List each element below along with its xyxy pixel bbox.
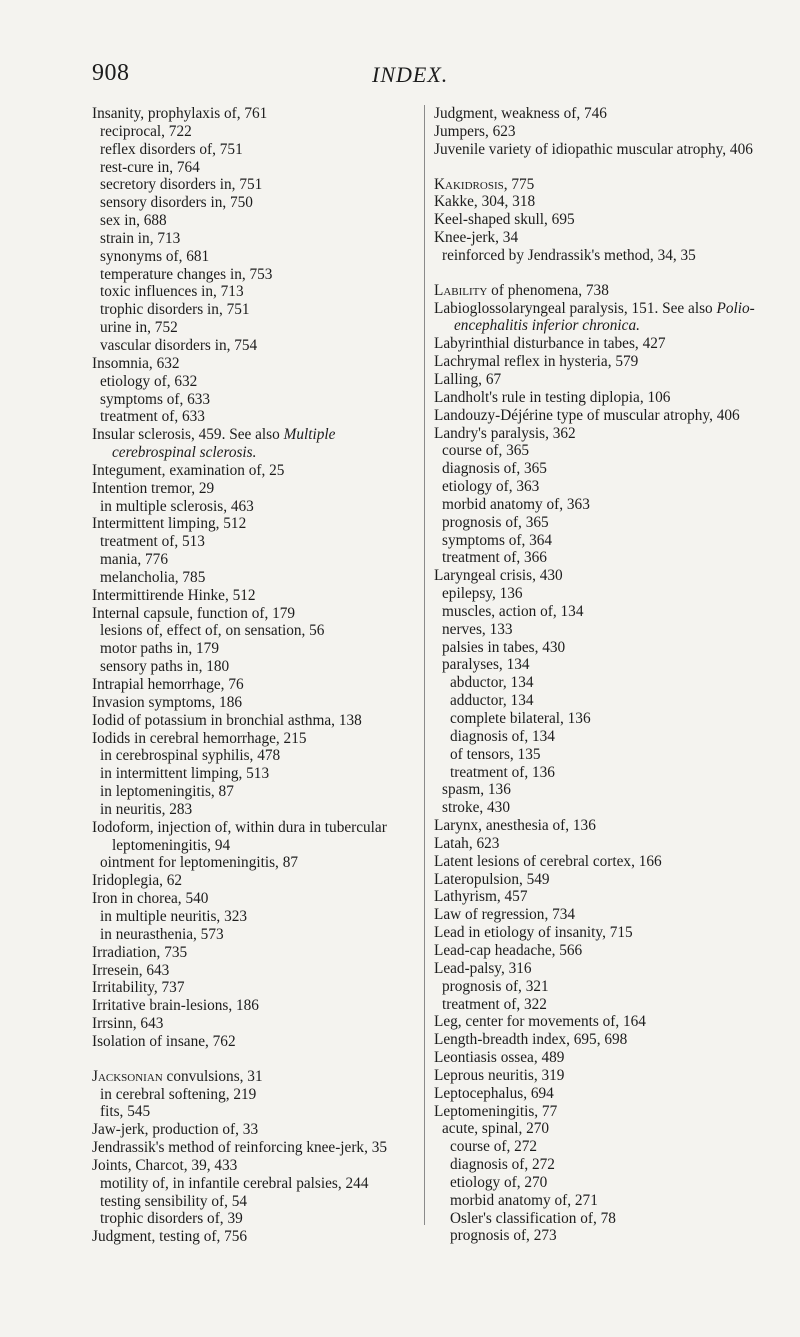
index-entry (92, 337, 414, 355)
index-entry-text: motor paths in, 179 (100, 640, 219, 658)
index-entry-text: trophic disorders of, 39 (100, 1210, 243, 1228)
index-entry-text: Judgment, weakness of, 746 (434, 105, 607, 122)
index-entry (434, 978, 756, 996)
index-entry-text: in cerebral softening, 219 (100, 1085, 257, 1103)
index-entry (92, 1228, 414, 1246)
index-entry (434, 960, 756, 978)
index-entry (434, 1156, 756, 1174)
index-entry (434, 746, 756, 764)
index-entry (434, 1174, 756, 1192)
index-entry (434, 1013, 756, 1031)
index-entry (434, 105, 756, 123)
index-entry-text: Iodoform, injection of, within dura in tubercular leptomeningitis, 94 (92, 818, 387, 854)
index-entry (434, 141, 756, 159)
index-entry (92, 676, 414, 694)
index-entry-text: vascular disorders in, 754 (100, 336, 258, 354)
index-entry-text: sensory disorders in, 750 (100, 194, 253, 212)
index-entry (92, 123, 414, 141)
index-entry-text: etiology of, 632 (100, 372, 198, 390)
running-head: INDEX. (372, 62, 449, 87)
index-entry-text: synonyms of, 681 (100, 247, 210, 265)
index-entry (434, 353, 756, 371)
index-entry-text: symptoms of, 364 (442, 531, 553, 549)
index-entry-text: treatment of, 322 (442, 995, 547, 1013)
index-entry (92, 658, 414, 676)
index-entry-text: diagnosis of, 134 (450, 727, 555, 745)
index-entry-text: convulsions, 31 (162, 1067, 263, 1085)
index-entry-text: Jaw-jerk, production of, 33 (92, 1121, 259, 1139)
index-entry (92, 890, 414, 908)
index-entry-text: Length-breadth index, 695, 698 (434, 1031, 628, 1049)
index-entry-text: Intrapial hemorrhage, 76 (92, 676, 244, 693)
index-entry-text: Larynx, anesthesia of, 136 (434, 817, 596, 835)
index-entry-text: treatment of, 633 (100, 408, 205, 426)
index-entry (92, 1068, 414, 1086)
index-entry-text: in leptomeningitis, 87 (100, 783, 234, 801)
index-entry (434, 1049, 756, 1067)
index-entry-text: melancholia, 785 (100, 568, 206, 586)
index-entry-text: sex in, 688 (100, 212, 167, 230)
index-entry-heading: Lability (434, 281, 488, 299)
index-entry-text: Keel-shaped skull, 695 (434, 211, 575, 229)
index-entry (434, 835, 756, 853)
index-entry (92, 944, 414, 962)
index-entry-text: treatment of, 513 (100, 533, 205, 551)
index-entry-text: Knee-jerk, 34 (434, 229, 519, 247)
index-entry (92, 747, 414, 765)
index-entry-text: Leptomeningitis, 77 (434, 1102, 558, 1120)
index-entry (92, 569, 414, 587)
index-entry (92, 872, 414, 890)
index-entry-heading: Kakidrosis (434, 175, 504, 193)
index-entry-text: Kakke, 304, 318 (434, 193, 536, 211)
index-entry-text: diagnosis of, 365 (442, 460, 547, 478)
index-entry (434, 460, 756, 478)
index-entry-text: Isolation of insane, 762 (92, 1032, 236, 1050)
index-entry-text: Internal capsule, function of, 179 (92, 604, 296, 622)
index-entry-text: reflex disorders of, 751 (100, 140, 243, 158)
index-entry (434, 229, 756, 247)
index-entry (434, 888, 756, 906)
index-entry-text: course of, 365 (442, 442, 530, 460)
index-entry (92, 373, 414, 391)
index-entry-text: Lead-palsy, 316 (434, 959, 532, 977)
index-entry (434, 1067, 756, 1085)
index-entry-text: lesions of, effect of, on sensation, 56 (100, 622, 325, 640)
index-entry (92, 426, 414, 462)
index-entry-text: in neuritis, 283 (100, 800, 193, 818)
index-entry-text: reinforced by Jendrassik's method, 34, 35 (442, 246, 696, 264)
index-entry (434, 1031, 756, 1049)
index-entry-text: etiology of, 270 (450, 1173, 548, 1191)
index-entry (92, 622, 414, 640)
index-entry-text: in multiple neuritis, 323 (100, 907, 248, 925)
index-entry-text: in intermittent limping, 513 (100, 765, 270, 783)
index-entry (434, 282, 756, 300)
index-entry-text: Leprous neuritis, 319 (434, 1066, 565, 1084)
index-entry (434, 817, 756, 835)
index-entry-text: of phenomena, 738 (487, 281, 609, 299)
index-entry-text: of tensors, 135 (450, 745, 541, 763)
index-entry-text: Irradiation, 735 (92, 943, 188, 961)
index-entry (434, 764, 756, 782)
page-header (92, 60, 740, 90)
index-entry (92, 391, 414, 409)
index-entry (434, 871, 756, 889)
index-entry-text: Iron in chorea, 540 (92, 890, 209, 908)
index-entry-text: adductor, 134 (450, 692, 534, 710)
index-entry (434, 996, 756, 1014)
index-entry (434, 799, 756, 817)
index-entry-text: Irrsinn, 643 (92, 1015, 164, 1033)
index-entry-text: abductor, 134 (450, 674, 534, 692)
index-entry (92, 730, 414, 748)
index-entry (92, 355, 414, 373)
index-entry (92, 141, 414, 159)
index-entry (434, 123, 756, 141)
index-entry-text: Laryngeal crisis, 430 (434, 567, 563, 585)
index-entry (92, 480, 414, 498)
index-entry (434, 906, 756, 924)
index-entry (434, 478, 756, 496)
index-entry (92, 1103, 414, 1121)
index-entry-text: stroke, 430 (442, 799, 510, 817)
index-entry (434, 193, 756, 211)
index-entry (434, 924, 756, 942)
index-entry-heading: Jacksonian (92, 1067, 163, 1085)
index-entry-text: testing sensibility of, 54 (100, 1192, 248, 1210)
index-entry-text: motility of, in infantile cerebral palsies, 244 (100, 1174, 369, 1192)
index-entry (92, 605, 414, 623)
index-entry (92, 801, 414, 819)
index-entry (434, 942, 756, 960)
index-entry-text: Labyrinthial disturbance in tabes, 427 (434, 335, 666, 353)
index-entry (434, 442, 756, 460)
index-entry (434, 425, 756, 443)
index-entry (92, 712, 414, 730)
index-entry (92, 997, 414, 1015)
index-entry-text: Lateropulsion, 549 (434, 870, 550, 888)
index-entry-text: Leontiasis ossea, 489 (434, 1049, 565, 1067)
index-entry-text: urine in, 752 (100, 319, 178, 337)
index-entry (434, 1103, 756, 1121)
index-entry-text: Leptocephalus, 694 (434, 1084, 554, 1102)
index-entry (434, 300, 756, 336)
index-entry-text: Landouzy-Déjérine type of muscular atrophy, 406 (434, 406, 740, 424)
column-divider (424, 105, 425, 1225)
index-entry-text: , 775 (503, 175, 535, 193)
index-entry (92, 765, 414, 783)
index-entry (92, 159, 414, 177)
index-entry (92, 1210, 414, 1228)
index-entry-text: Insomnia, 632 (92, 354, 180, 372)
index-entry (92, 1121, 414, 1139)
index-entry-text: Jumpers, 623 (434, 122, 516, 140)
index-entry-text: Judgment, testing of, 756 (92, 1228, 248, 1246)
index-entry (92, 1175, 414, 1193)
index-entry-text: course of, 272 (450, 1138, 538, 1156)
index-entry-text: prognosis of, 365 (442, 513, 549, 531)
index-entry (434, 514, 756, 532)
index-entry-text: trophic disorders in, 751 (100, 301, 250, 319)
index-entry-text: morbid anatomy of, 363 (442, 495, 590, 513)
index-entry-text: etiology of, 363 (442, 478, 540, 496)
page-number: 908 (92, 60, 130, 86)
index-entry-text: Iodids in cerebral hemorrhage, 215 (92, 729, 307, 747)
index-entry (92, 1086, 414, 1104)
index-entry-text: morbid anatomy of, 271 (450, 1191, 598, 1209)
index-entry-text: in cerebrospinal syphilis, 478 (100, 747, 281, 765)
index-entry (92, 462, 414, 480)
index-entry-text: diagnosis of, 272 (450, 1156, 555, 1174)
index-entry (434, 639, 756, 657)
index-entry (92, 1015, 414, 1033)
index-entry-text: Lalling, 67 (434, 370, 502, 388)
index-entry-text: complete bilateral, 136 (450, 710, 591, 727)
index-entry-text: rest-cure in, 764 (100, 158, 200, 176)
index-entry-text: toxic influences in, 713 (100, 283, 244, 301)
index-entry-text: reciprocal, 722 (100, 122, 192, 140)
index-entry (92, 551, 414, 569)
index-entry-text: Labioglossolaryngeal paralysis, 151. See also (434, 299, 713, 317)
index-entry-text: Lathyrism, 457 (434, 888, 528, 906)
index-entry-text: sensory paths in, 180 (100, 658, 230, 676)
index-entry (92, 854, 414, 872)
index-entry-text: Insanity, prophylaxis of, 761 (92, 105, 268, 122)
index-entry (434, 674, 756, 692)
index-entry-text: ointment for leptomeningitis, 87 (100, 854, 298, 872)
index-entry (92, 962, 414, 980)
index-entry-text: Jendrassik's method of reinforcing knee-jerk, 35 (92, 1139, 388, 1157)
index-entry-text: Landholt's rule in testing diplopia, 106 (434, 388, 671, 406)
index-entry (434, 621, 756, 639)
index-entry-text: fits, 545 (100, 1103, 151, 1121)
index-entry-text: Irritative brain-lesions, 186 (92, 997, 259, 1015)
index-entry (92, 301, 414, 319)
index-entry (92, 515, 414, 533)
index-entry-text: Lead-cap headache, 566 (434, 941, 583, 959)
index-entry (434, 853, 756, 871)
index-entry (92, 640, 414, 658)
index-entry-text: Osler's classification of, 78 (450, 1209, 616, 1227)
index-entry (92, 1193, 414, 1211)
index-entry (434, 389, 756, 407)
index-entry-text: epilepsy, 136 (442, 585, 523, 603)
index-column-right (434, 105, 756, 1245)
index-entry (92, 176, 414, 194)
index-entry-text: Law of regression, 734 (434, 906, 576, 924)
index-entry (92, 408, 414, 426)
index-entry-text: in multiple sclerosis, 463 (100, 497, 254, 515)
index-entry (434, 781, 756, 799)
index-entry-text: Intention tremor, 29 (92, 479, 215, 497)
index-entry (92, 498, 414, 516)
index-entry-text: nerves, 133 (442, 620, 513, 638)
index-entry-text: Landry's paralysis, 362 (434, 424, 576, 442)
index-entry (434, 728, 756, 746)
index-entry (92, 230, 414, 248)
index-entry-text: treatment of, 366 (442, 549, 547, 567)
index-entry (434, 1138, 756, 1156)
index-entry-text: Iridoplegia, 62 (92, 872, 183, 890)
index-entry-text: muscles, action of, 134 (442, 602, 584, 620)
index-entry (92, 212, 414, 230)
index-entry-text: prognosis of, 273 (450, 1227, 557, 1245)
index-entry (92, 248, 414, 266)
index-entry (434, 567, 756, 585)
index-entry (92, 1033, 414, 1051)
index-entry (92, 819, 414, 855)
index-entry-text: palsies in tabes, 430 (442, 638, 566, 656)
index-entry (92, 587, 414, 605)
index-entry (434, 1210, 756, 1228)
index-entry (434, 692, 756, 710)
index-entry-text: spasm, 136 (442, 781, 511, 799)
index-entry (434, 603, 756, 621)
index-cross-reference: Multiple cerebrospinal sclerosis. (112, 426, 336, 462)
index-entry (92, 105, 414, 123)
index-entry (434, 407, 756, 425)
index-entry (92, 533, 414, 551)
index-column-left (92, 105, 414, 1246)
index-entry-text: secretory disorders in, 751 (100, 176, 263, 194)
index-entry-text: temperature changes in, 753 (100, 265, 273, 283)
index-entry-text: Intermittent limping, 512 (92, 515, 247, 533)
index-entry-text: Invasion symptoms, 186 (92, 693, 242, 711)
index-entry (434, 585, 756, 603)
index-entry (434, 1085, 756, 1103)
index-entry-text: prognosis of, 321 (442, 977, 549, 995)
index-entry (434, 1227, 756, 1245)
index-entry-text: Leg, center for movements of, 164 (434, 1013, 646, 1031)
index-entry (92, 694, 414, 712)
index-entry (434, 1120, 756, 1138)
index-entry (434, 371, 756, 389)
index-entry (434, 1192, 756, 1210)
index-entry (434, 656, 756, 674)
index-entry (434, 496, 756, 514)
index-entry-text: Integument, examination of, 25 (92, 461, 285, 479)
index-entry-text: Intermittirende Hinke, 512 (92, 586, 256, 604)
index-entry (92, 194, 414, 212)
index-entry (434, 549, 756, 567)
index-entry (92, 1157, 414, 1175)
index-entry (92, 319, 414, 337)
index-cross-reference: Polio-encephalitis inferior chronica. (454, 299, 755, 335)
index-entry-text: Latent lesions of cerebral cortex, 166 (434, 852, 662, 870)
index-entry-text: symptoms of, 633 (100, 390, 211, 408)
index-entry (434, 335, 756, 353)
index-entry-text: Insular sclerosis, 459. See also (92, 426, 280, 444)
index-entry-text: paralyses, 134 (442, 656, 530, 674)
index-entry (434, 247, 756, 265)
index-entry-text: in neurasthenia, 573 (100, 925, 224, 943)
index-entry-text: Iodid of potassium in bronchial asthma, 138 (92, 711, 362, 729)
index-entry (434, 211, 756, 229)
index-entry-text: Joints, Charcot, 39, 433 (92, 1156, 238, 1174)
index-entry-text: Lachrymal reflex in hysteria, 579 (434, 353, 639, 371)
index-entry (92, 979, 414, 997)
index-entry-text: Juvenile variety of idiopathic muscular atrophy, 406 (434, 140, 753, 158)
index-entry (92, 266, 414, 284)
index-entry (92, 908, 414, 926)
index-entry-text: strain in, 713 (100, 229, 181, 247)
index-entry (92, 926, 414, 944)
index-entry (434, 710, 756, 728)
index-entry (92, 783, 414, 801)
index-entry-text: Lead in etiology of insanity, 715 (434, 924, 633, 942)
index-entry (92, 283, 414, 301)
index-entry-text: mania, 776 (100, 551, 168, 569)
index-entry-text: treatment of, 136 (450, 763, 555, 781)
index-entry-text: acute, spinal, 270 (442, 1120, 550, 1138)
index-entry (434, 532, 756, 550)
index-entry-text: Irritability, 737 (92, 979, 185, 997)
index-entry (92, 1139, 414, 1157)
index-entry (434, 176, 756, 194)
index-entry-text: Irresein, 643 (92, 961, 170, 979)
index-entry-text: Latah, 623 (434, 834, 500, 852)
